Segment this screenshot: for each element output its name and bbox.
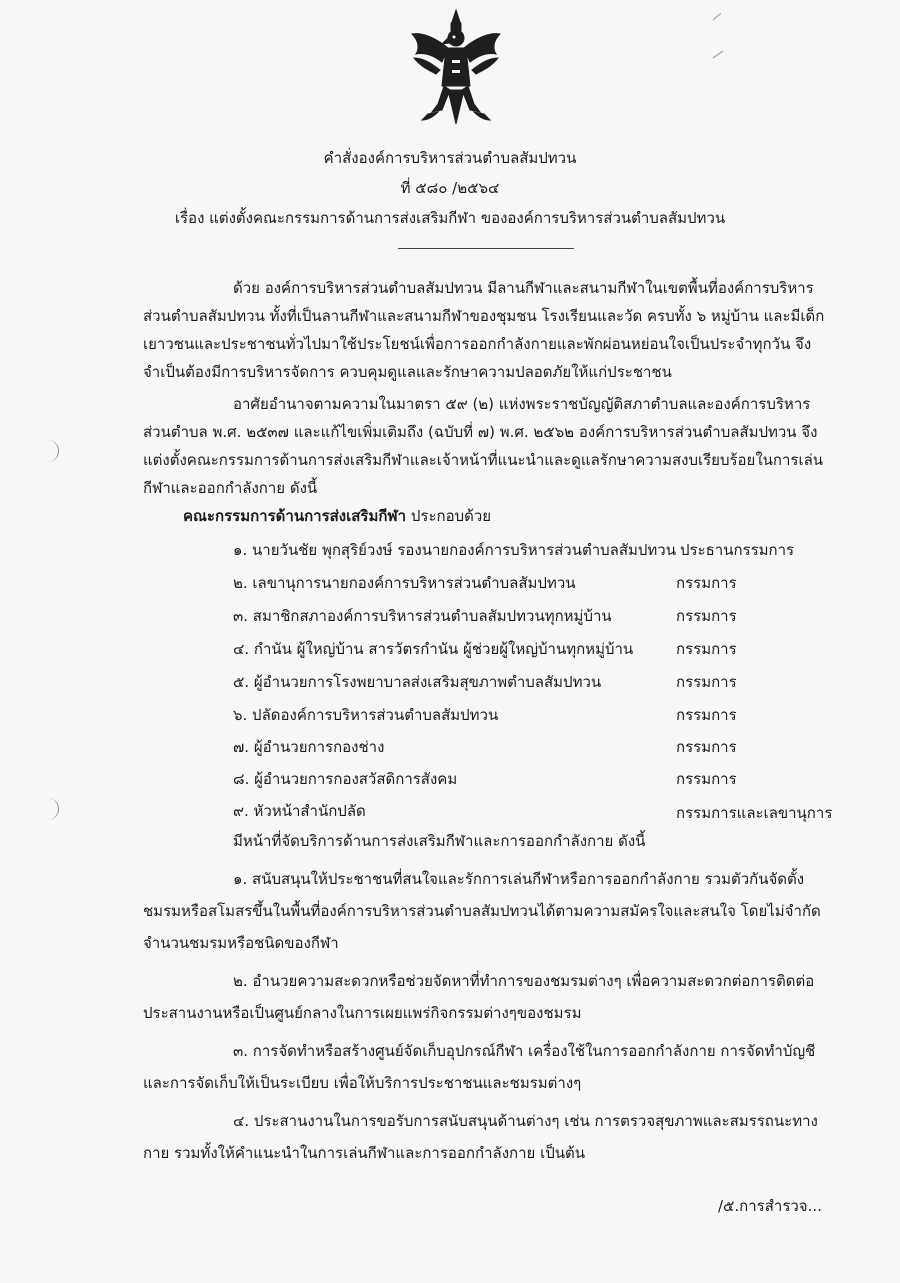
committee-heading (183, 506, 491, 526)
member-name: ๙. หัวหน้าสำนักปลัด (233, 802, 366, 820)
member-name: ๔. กำนัน ผู้ใหญ่บ้าน สารวัตรกำนัน ผู้ช่วยผู้ใหญ่บ้านทุกหมู่บ้าน (233, 640, 634, 658)
duty-line: ชมรมหรือสโมสรขึ้นในพื้นที่องค์การบริหารส่วนตำบลสัมปทวนได้ตามความสมัครใจและสนใจ โดยไม่จำกัด (143, 902, 821, 920)
duty-line: ๒. อำนวยความสะดวกหรือช่วยจัดหาที่ทำการของชมรมต่างๆ เพื่อความสะดวกต่อการติดต่อ (233, 972, 815, 990)
duty-line: ประสานงานหรือเป็นศูนย์กลางในการเผยแพร่กิจกรรมต่างๆของชมรม (143, 1004, 582, 1022)
committee-heading-title: คณะกรรมการด้านการส่งเสริมกีฬา (183, 507, 407, 525)
member-role: กรรมการ (676, 673, 737, 691)
member-role: กรรมการ (676, 574, 737, 592)
duty-line: ๓. การจัดทำหรือสร้างศูนย์จัดเก็บอุปกรณ์กีฬา เครื่องใช้ในการออกกำลังกาย การจัดทำบัญชี (233, 1042, 816, 1060)
order-title: คำสั่งองค์การบริหารส่วนตำบลสัมปทวน (323, 149, 577, 167)
member-role: กรรมการและเลขานุการ (676, 804, 833, 822)
punch-hole-mark (48, 798, 59, 820)
scan-mark (713, 51, 723, 59)
authority-line: แต่งตั้งคณะกรรมการด้านการส่งเสริมกีฬาและเจ้าหน้าที่แนะนำและดูแลรักษาความสงบเรียบร้อยในการเล่น (143, 451, 824, 469)
intro-line: ส่วนตำบลสัมปทวน ทั้งที่เป็นลานกีฬาและสนามกีฬาของชุมชน โรงเรียนและวัด ครบทั้ง ๖ หมู่บ้าน และมีเด็ก (143, 307, 825, 325)
duties-heading: มีหน้าที่จัดบริการด้านการส่งเสริมกีฬาและการออกกำลังกาย ดังนี้ (233, 832, 646, 850)
continuation-note: /๕.การสำรวจ... (718, 1197, 822, 1215)
member-role: กรรมการ (676, 640, 737, 658)
intro-line: เยาวชนและประชาชนทั่วไปมาใช้ประโยชน์เพื่อการออกกำลังกายและพักผ่อนหย่อนใจเป็นประจำทุกวัน จึง (143, 335, 812, 353)
authority-line: ส่วนตำบล พ.ศ. ๒๕๓๗ และแก้ไขเพิ่มเติมถึง (ฉบับที่ ๗) พ.ศ. ๒๕๖๒ องค์การบริหารส่วนตำบลสัมปทวน จึง (143, 423, 818, 441)
member-name: ๑. นายวันชัย พุกสุริย์วงษ์ รองนายกองค์การบริหารส่วนตำบลสัมปทวน (233, 541, 676, 559)
intro-line: ด้วย องค์การบริหารส่วนตำบลสัมปทวน มีลานกีฬาและสนามกีฬาในเขตพื้นที่องค์การบริหาร (233, 279, 814, 297)
punch-hole-mark (48, 440, 59, 462)
header-divider (398, 248, 574, 249)
committee-heading-suffix: ประกอบด้วย (410, 507, 492, 525)
member-role: กรรมการ (676, 770, 737, 788)
member-name: ๗. ผู้อำนวยการกองช่าง (233, 738, 385, 756)
duty-line: ๔. ประสานงานในการขอรับการสนับสนุนด้านต่างๆ เช่น การตรวจสุขภาพและสมรรถนะทาง (233, 1112, 818, 1130)
member-role: กรรมการ (676, 607, 737, 625)
duty-line: จำนวนชมรมหรือชนิดของกีฬา (143, 934, 339, 952)
member-name: ๓. สมาชิกสภาองค์การบริหารส่วนตำบลสัมปทวนทุกหมู่บ้าน (233, 607, 612, 625)
garuda-emblem-icon (408, 8, 504, 128)
member-role: กรรมการ (676, 738, 737, 756)
order-subject: เรื่อง แต่งตั้งคณะกรรมการด้านการส่งเสริมกีฬา ขององค์การบริหารส่วนตำบลสัมปทวน (174, 209, 726, 227)
member-name: ๕. ผู้อำนวยการโรงพยาบาลส่งเสริมสุขภาพตำบลสัมปทวน (233, 673, 602, 691)
duty-line: และการจัดเก็บให้เป็นระเบียบ เพื่อให้บริการประชาชนและชมรมต่างๆ (143, 1074, 582, 1092)
authority-line: อาศัยอำนาจตามความในมาตรา ๕๙ (๒) แห่งพระราชบัญญัติสภาตำบลและองค์การบริหาร (233, 395, 811, 413)
scan-mark (713, 13, 721, 20)
member-name: ๘. ผู้อำนวยการกองสวัสดิการสังคม (233, 770, 458, 788)
order-number: ที่ ๕๘๐ /๒๕๖๔ (400, 179, 500, 197)
member-name: ๒. เลขานุการนายกองค์การบริหารส่วนตำบลสัมปทวน (233, 574, 576, 592)
member-role: กรรมการ (676, 706, 737, 724)
member-role: ประธานกรรมการ (680, 541, 795, 559)
duty-line: กาย รวมทั้งให้คำแนะนำในการเล่นกีฬาและการออกกำลังกาย เป็นต้น (143, 1144, 585, 1162)
intro-line: จำเป็นต้องมีการบริหารจัดการ ควบคุมดูแลและรักษาความปลอดภัยให้แก่ประชาชน (143, 363, 672, 381)
authority-line: กีฬาและออกกำลังกาย ดังนี้ (143, 479, 318, 497)
duty-line: ๑. สนับสนุนให้ประชาชนที่สนใจและรักการเล่นกีฬาหรือการออกกำลังกาย รวมตัวกันจัดตั้ง (233, 870, 805, 888)
member-name: ๖. ปลัดองค์การบริหารส่วนตำบลสัมปทวน (233, 706, 499, 724)
